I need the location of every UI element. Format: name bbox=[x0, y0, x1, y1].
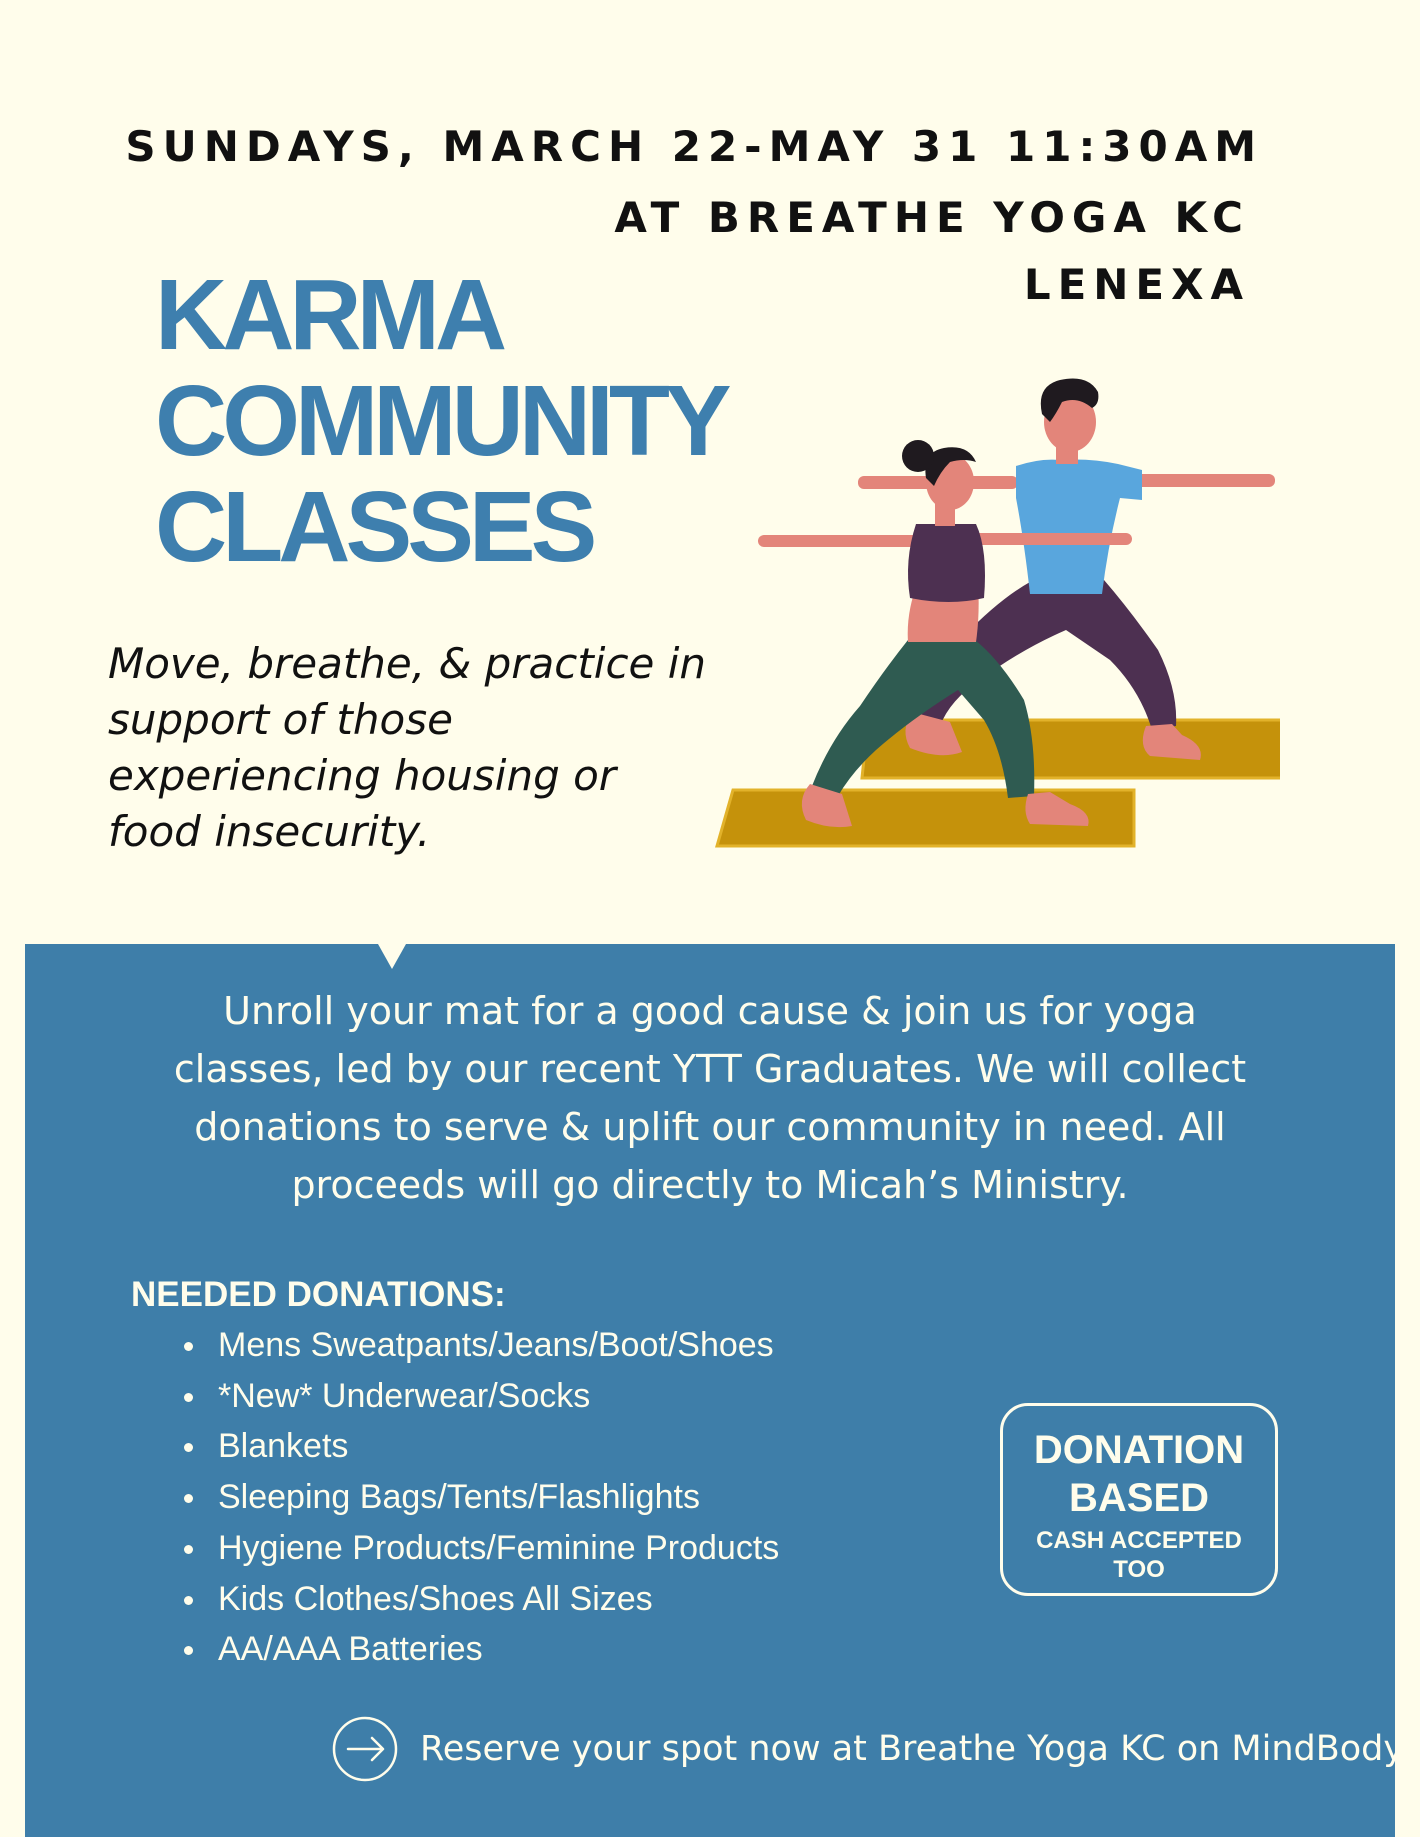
badge-line-3: CASH ACCEPTED bbox=[1036, 1527, 1242, 1554]
badge-line-1: DONATION bbox=[1033, 1428, 1245, 1472]
woman-top bbox=[908, 524, 985, 602]
list-item: Mens Sweatpants/Jeans/Boot/Shoes bbox=[180, 1320, 779, 1371]
event-date-time: SUNDAYS, MARCH 22-MAY 31 11:30AM bbox=[125, 122, 1263, 171]
event-location: LENEXA bbox=[1023, 260, 1250, 309]
list-item: AA/AAA Batteries bbox=[180, 1624, 779, 1675]
donations-list bbox=[180, 1320, 779, 1675]
title-line-3: CLASSES bbox=[155, 471, 593, 583]
donation-badge bbox=[1000, 1403, 1278, 1596]
woman-hair-bun bbox=[902, 440, 934, 472]
arrow-right-circle-icon[interactable] bbox=[332, 1716, 398, 1782]
woman-left-arm bbox=[758, 535, 918, 547]
list-item: Hygiene Products/Feminine Products bbox=[180, 1523, 779, 1574]
needed-donations-heading: NEEDED DONATIONS: bbox=[131, 1275, 506, 1314]
event-venue: AT BREATHE YOGA KC bbox=[614, 193, 1250, 242]
tagline: Move, breathe, & practice in support of those experiencing housing or food insecurity. bbox=[108, 639, 707, 856]
yoga-couple-illustration bbox=[700, 370, 1280, 850]
page-title bbox=[155, 259, 727, 583]
list-item: Sleeping Bags/Tents/Flashlights bbox=[180, 1472, 779, 1523]
badge-line-2: BASED bbox=[1068, 1476, 1210, 1520]
badge-line-4: TOO bbox=[1113, 1556, 1165, 1583]
title-line-1: KARMA bbox=[155, 259, 503, 371]
reserve-cta[interactable] bbox=[332, 1716, 1418, 1782]
intro-text: Unroll your mat for a good cause & join us for yoga classes, led by our recent YTT Graduates. We will collect donations to serve & uplift our community in need. All proceeds will go directly to Micah’s Ministry. bbox=[173, 989, 1247, 1207]
list-item: *New* Underwear/Socks bbox=[180, 1371, 779, 1422]
panel-notch bbox=[378, 944, 406, 969]
man-shirt bbox=[1016, 460, 1142, 595]
list-item: Blankets bbox=[180, 1421, 779, 1472]
woman-right-arm bbox=[962, 533, 1132, 545]
reserve-cta-text[interactable]: Reserve your spot now at Breathe Yoga KC on MindBody! bbox=[420, 1729, 1419, 1769]
list-item: Kids Clothes/Shoes All Sizes bbox=[180, 1574, 779, 1625]
title-line-2: COMMUNITY bbox=[155, 365, 727, 477]
